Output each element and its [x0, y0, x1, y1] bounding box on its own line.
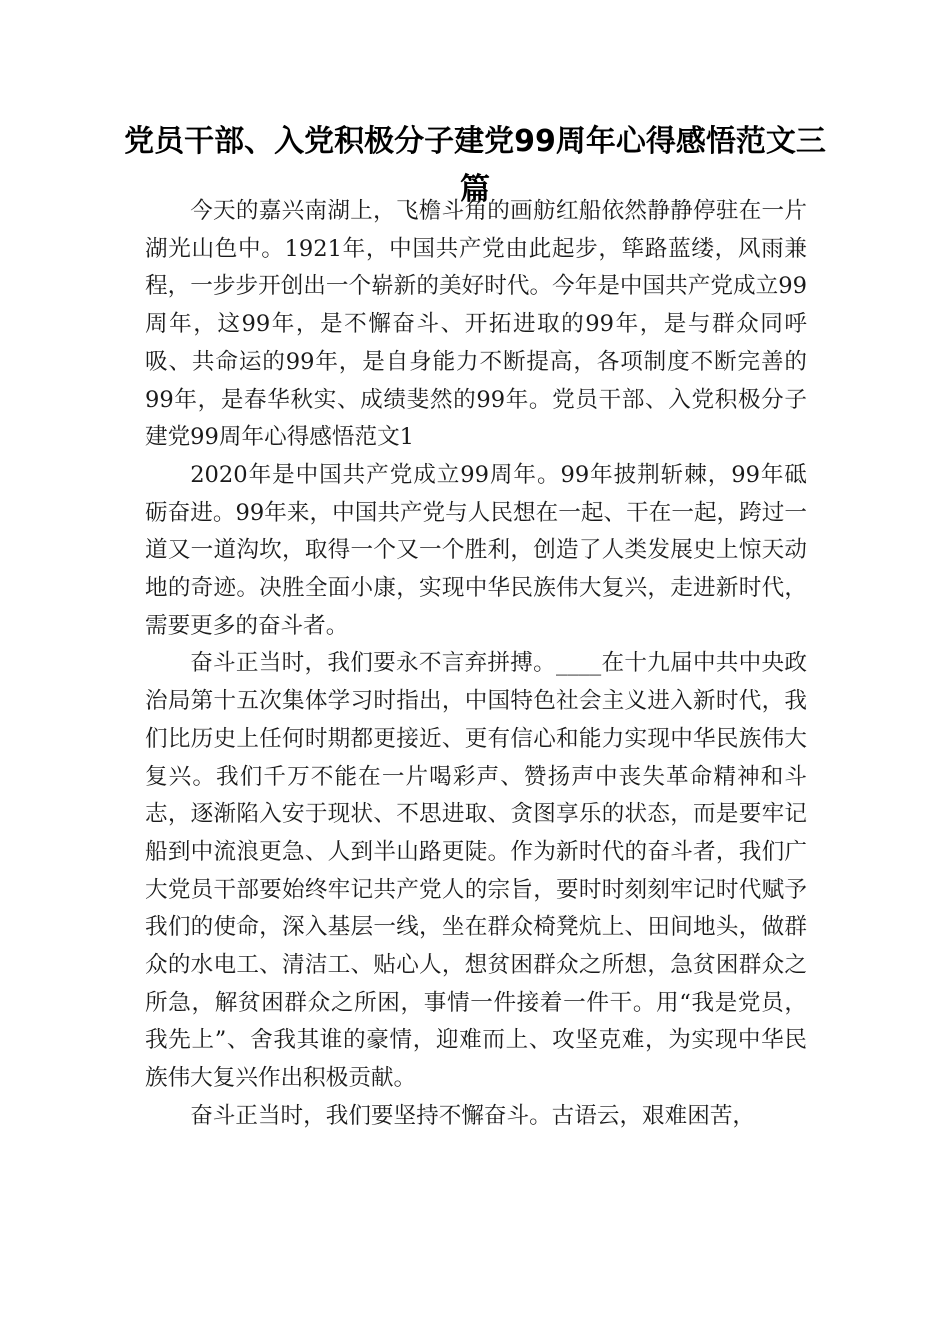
- paragraph-1: 今天的嘉兴南湖上，飞檐斗角的画舫红船依然静静停驻在一片湖光山色中。1921年，中国共产党由此起步，筚路蓝缕，风雨兼程，一步步开创出一个崭新的美好时代。今年是中国共产党成立99周年，这99年，是不懈奋斗、开拓进取的99年，是与群众同呼吸、共命运的99年，是自身能力不断提高，各项制度不断完善的99年，是春华秋实、成绩斐然的99年。党员干部、入党积极分子建党99周年心得感悟范文1: [145, 198, 807, 451]
- document-body: [145, 193, 807, 1136]
- paragraph-3: 奋斗正当时，我们要永不言弃拼搏。____在十九届中共中央政治局第十五次集体学习时指出，中国特色社会主义进入新时代，我们比历史上任何时期都更接近、更有信心和能力实现中华民族伟大复兴。我们千万不能在一片喝彩声、赞扬声中丧失革命精神和斗志，逐渐陷入安于现状、不思进取、贪图享乐的状态，而是要牢记船到中流浪更急、人到半山路更陡。作为新时代的奋斗者，我们广大党员干部要始终牢记共产党人的宗旨，要时时刻刻牢记时代赋予我们的使命，深入基层一线，坐在群众椅凳炕上、田间地头，做群众的水电工、清洁工、贴心人，想贫困群众之所想，急贫困群众之所急，解贫困群众之所困，事情一件接着一件干。用“我是党员，我先上”、舍我其谁的豪情，迎难而上、攻坚克难，为实现中华民族伟大复兴作出积极贡献。: [145, 650, 807, 1092]
- paragraph-4: 奋斗正当时，我们要坚持不懈奋斗。古语云，艰难困苦，: [190, 1102, 756, 1129]
- document-title: 党员干部、入党积极分子建党99周年心得感悟范文三篇: [124, 124, 826, 207]
- paragraph-2: 2020年是中国共产党成立99周年。99年披荆斩棘，99年砥砺奋进。99年来，中国共产党与人民想在一起、干在一起，跨过一道又一道沟坎，取得一个又一个胜利，创造了人类发展史上惊天动地的奇迹。决胜全面小康，实现中华民族伟大复兴，走进新时代，需要更多的奋斗者。: [145, 461, 807, 639]
